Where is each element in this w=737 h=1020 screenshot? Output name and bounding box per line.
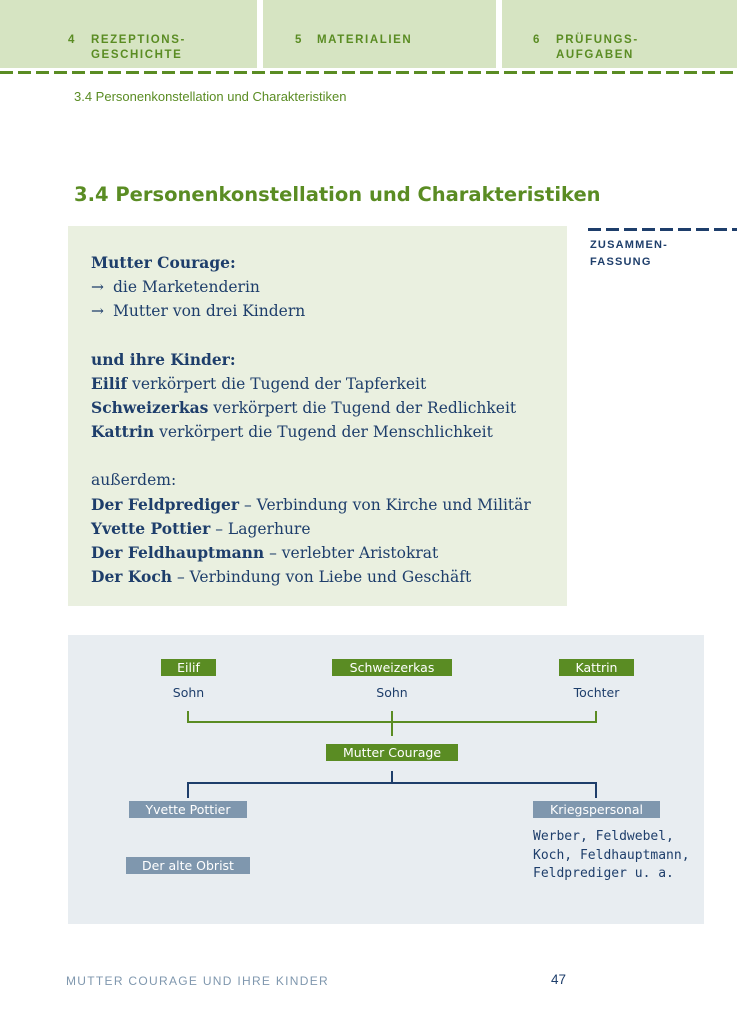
page-number: 47 xyxy=(551,972,567,987)
tab-number: 4 xyxy=(68,34,76,46)
node-kattrin: Kattrin xyxy=(559,659,634,676)
list-item-text: Mutter von drei Kindern xyxy=(113,302,306,321)
character-name: Der Koch xyxy=(91,567,173,587)
page-title: 3.4 Personenkonstellation und Charakteristiken xyxy=(74,183,601,206)
character-text: verkörpert die Tugend der Tapferkeit xyxy=(127,374,427,393)
character-name: Yvette Pottier xyxy=(91,518,211,538)
breadcrumb: 3.4 Personenkonstellation und Charakteristiken xyxy=(74,89,347,104)
tab-number: 6 xyxy=(533,34,541,46)
tab-label: MATERIALIEN xyxy=(317,34,413,46)
character-text: verkörpert die Tugend der Redlichkeit xyxy=(208,399,517,418)
tab-label-line1: PRÜFUNGS- xyxy=(556,34,639,46)
character-name: Schweizerkas xyxy=(91,398,209,418)
others-heading: außerdem: xyxy=(91,471,177,490)
header-divider xyxy=(0,71,737,74)
tab-number: 5 xyxy=(295,34,303,46)
relation-eilif: Sohn xyxy=(172,685,205,700)
list-item xyxy=(91,396,531,420)
mother-heading: Mutter Courage: xyxy=(91,253,236,272)
tab-pruefungsaufgaben[interactable] xyxy=(502,0,737,68)
character-text: – Lagerhure xyxy=(210,519,311,538)
side-label-line1: ZUSAMMEN- xyxy=(590,239,669,251)
member-line: Koch, Feldhauptmann, xyxy=(533,847,690,863)
tab-label-line2: GESCHICHTE xyxy=(91,49,183,61)
list-item xyxy=(91,493,531,517)
relation-schweizerkas: Sohn xyxy=(376,685,408,700)
character-name: Kattrin xyxy=(91,422,155,442)
tab-materialien[interactable] xyxy=(263,0,496,68)
summary-margin-label xyxy=(590,237,668,271)
member-line: Feldprediger u. a. xyxy=(533,866,674,881)
side-divider xyxy=(588,228,737,231)
list-item xyxy=(91,517,531,541)
tab-label-line1: REZEPTIONS- xyxy=(91,34,186,46)
node-mutter-courage: Mutter Courage xyxy=(326,744,458,761)
node-eilif: Eilif xyxy=(161,659,216,676)
relation-kattrin: Tochter xyxy=(573,685,620,700)
tab-label xyxy=(556,33,639,63)
tab-label-line2: AUFGABEN xyxy=(556,49,634,61)
character-name: Der Feldhauptmann xyxy=(91,543,265,563)
list-item xyxy=(91,541,531,565)
footer-book-title: MUTTER COURAGE UND IHRE KINDER xyxy=(66,974,330,988)
side-label-line2: FASSUNG xyxy=(590,256,652,268)
character-name: Eilif xyxy=(91,373,128,393)
kriegspersonal-members xyxy=(533,828,690,884)
arrow-right-icon: → xyxy=(91,302,104,321)
children-heading: und ihre Kinder: xyxy=(91,349,236,369)
character-text: verkörpert die Tugend der Menschlichkeit xyxy=(154,423,493,442)
character-diagram xyxy=(68,635,704,924)
list-item xyxy=(91,275,531,299)
character-text: – verlebter Aristokrat xyxy=(264,544,439,563)
node-yvette-pottier: Yvette Pottier xyxy=(129,801,247,818)
summary-box xyxy=(68,226,567,606)
node-schweizerkas: Schweizerkas xyxy=(332,659,452,676)
chapter-tabs xyxy=(0,0,737,69)
arrow-right-icon: → xyxy=(91,278,104,297)
character-text: – Verbindung von Kirche und Militär xyxy=(239,495,531,514)
character-text: – Verbindung von Liebe und Geschäft xyxy=(172,568,472,587)
list-item xyxy=(91,299,531,323)
relations-bracket xyxy=(188,783,596,798)
list-item xyxy=(91,372,531,396)
list-item xyxy=(91,565,531,589)
member-line: Werber, Feldwebel, xyxy=(533,829,674,844)
list-item xyxy=(91,420,531,444)
list-item-text: die Marketenderin xyxy=(113,278,260,297)
node-kriegspersonal: Kriegspersonal xyxy=(533,801,660,818)
tab-label xyxy=(91,33,186,63)
node-der-alte-obrist: Der alte Obrist xyxy=(126,857,250,874)
character-name: Der Feldprediger xyxy=(91,494,240,514)
tab-rezeptionsgeschichte[interactable] xyxy=(0,0,257,68)
